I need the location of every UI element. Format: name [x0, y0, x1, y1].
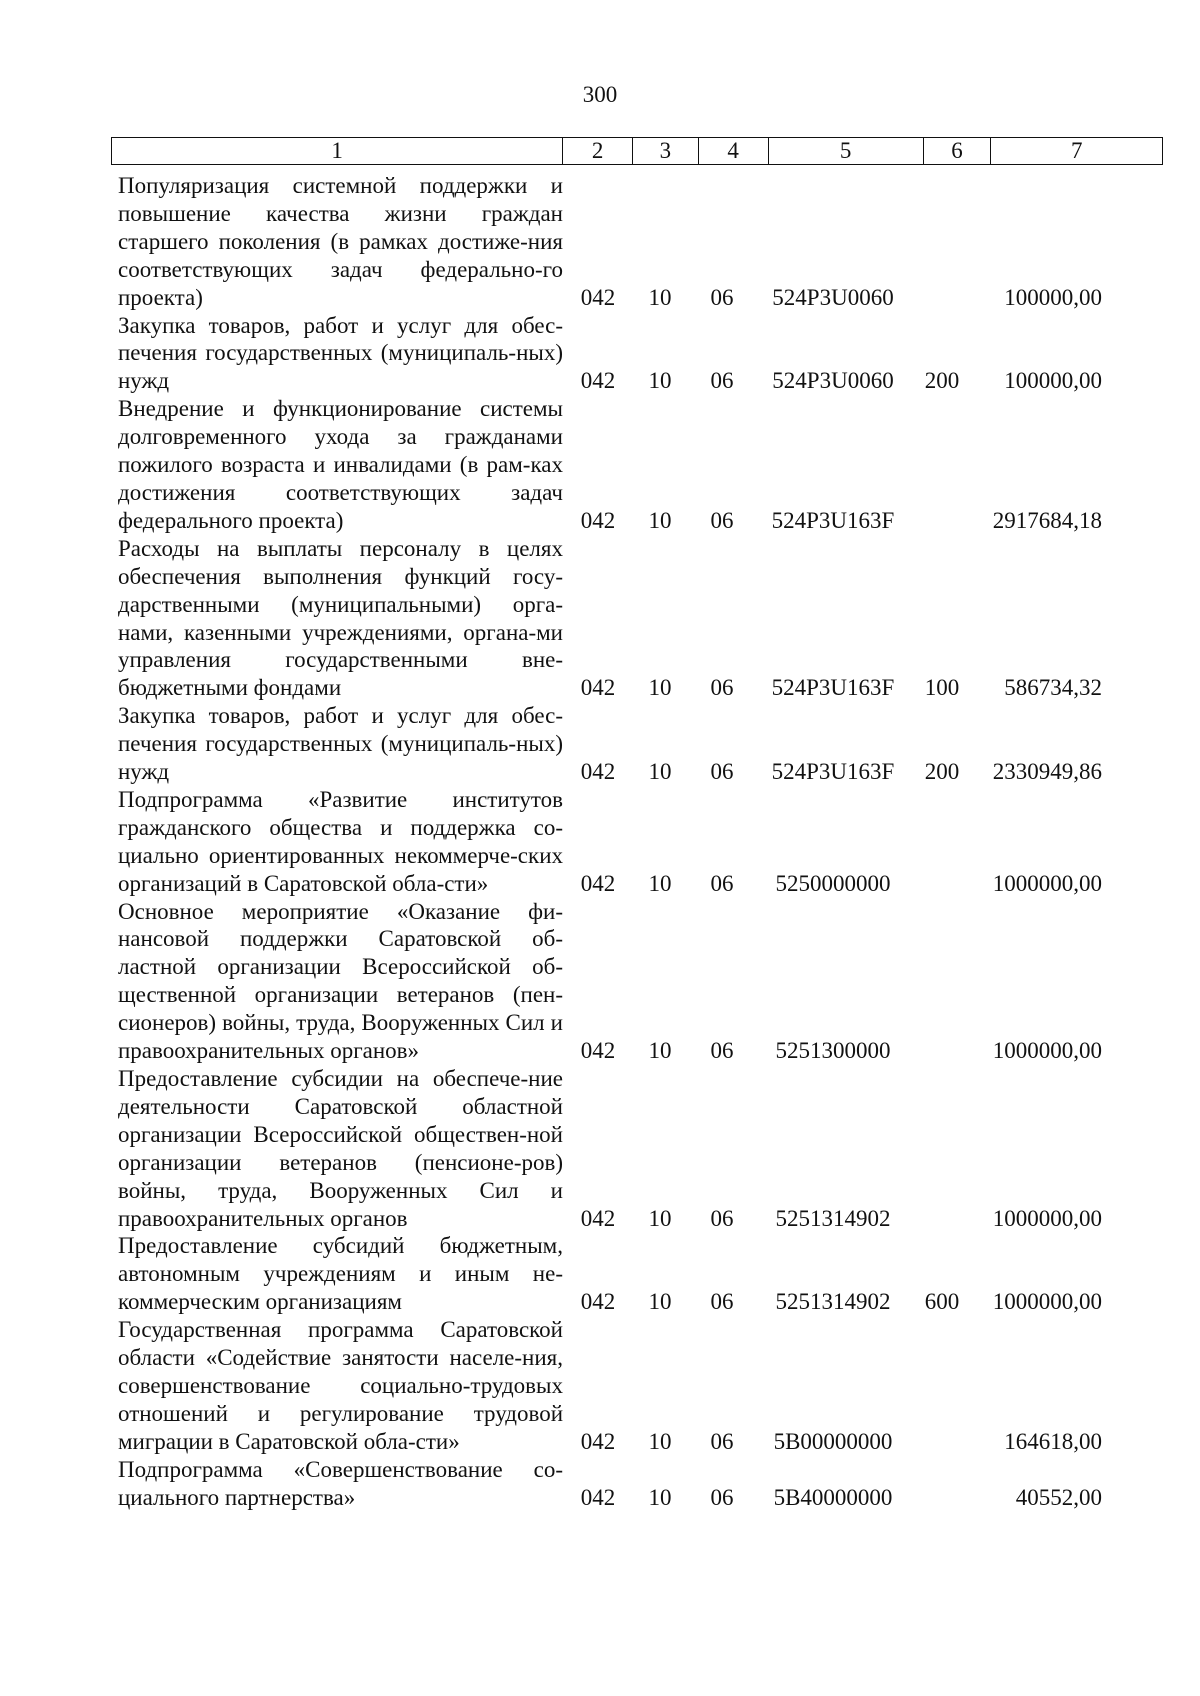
- row-target-article: 524P3U163F: [771, 675, 895, 701]
- column-header-row: [112, 138, 1163, 165]
- table-row: [118, 1065, 1168, 1232]
- row-name: Основное мероприятие «Оказание фи-нансовой поддержки Саратовской об-ластной организации Всероссийской об-щественной организации ветеранов (пен-сионеров) войны, труда, Вооруженных Сил и правоохранительных органов»: [118, 898, 563, 1064]
- row-target-article: 524P3U0060: [772, 368, 894, 394]
- row-name: Предоставление субсидии на обеспече-ние деятельности Саратовской областной организации Всероссийской обществен-ной организации ветеранов (пенсионе-ров) войны, труда, Вооруженных Сил и правоохранительных органов: [118, 1066, 563, 1231]
- row-name: Предоставление субсидий бюджетным, автономным учреждениям и иным не-коммерческим организациям: [118, 1233, 563, 1315]
- table-row: [118, 1232, 1168, 1316]
- row-amount: 164618,00: [1004, 1428, 1102, 1454]
- table-row: [118, 786, 1168, 898]
- row-subsection-code: 06: [710, 1038, 734, 1064]
- row-ministry-code: 042: [580, 284, 616, 310]
- row-name: Подпрограмма «Совершенствование со-циального партнерства»: [118, 1456, 563, 1510]
- row-section-code: 10: [648, 1484, 672, 1510]
- row-ministry-code: 042: [580, 1484, 616, 1510]
- table-row: [118, 172, 1168, 312]
- row-name: Закупка товаров, работ и услуг для обес-печения государственных (муниципаль-ных) нужд: [118, 312, 563, 394]
- row-ministry-code: 042: [580, 1038, 616, 1064]
- row-name: Расходы на выплаты персоналу в целях обеспечения выполнения функций госу-дарственными (муниципальными) орга-нами, казенными учреждениями, органа-ми управления государственными вне-бюджетными фондами: [118, 535, 563, 701]
- row-amount: 1000000,00: [992, 1038, 1102, 1064]
- row-section-code: 10: [648, 284, 672, 310]
- row-name: Закупка товаров, работ и услуг для обес-печения государственных (муниципаль-ных) нужд: [118, 703, 563, 785]
- column-header-3: 3: [633, 138, 699, 165]
- row-amount: 586734,32: [1004, 675, 1102, 701]
- row-expense-type: 200: [924, 759, 960, 785]
- row-section-code: 10: [648, 1428, 672, 1454]
- row-ministry-code: 042: [580, 1289, 616, 1315]
- row-section-code: 10: [648, 368, 672, 394]
- row-subsection-code: 06: [710, 1205, 734, 1231]
- column-header-5: 5: [768, 138, 923, 165]
- row-amount: 40552,00: [1015, 1484, 1102, 1510]
- row-name: Государственная программа Саратовской области «Содействие занятости населе-ния, совершенствование социально-трудовых отношений и регулирование трудовой миграции в Саратовской обла-сти»: [118, 1317, 563, 1454]
- row-amount: 100000,00: [1004, 368, 1102, 394]
- row-section-code: 10: [648, 1205, 672, 1231]
- row-ministry-code: 042: [580, 507, 616, 533]
- row-ministry-code: 042: [580, 1205, 616, 1231]
- column-header-2: 2: [563, 138, 633, 165]
- row-subsection-code: 06: [710, 870, 734, 896]
- row-name: Популяризация системной поддержки и повышение качества жизни граждан старшего поколения (в рамках достиже-ния соответствующих задач федерально-го проекта): [118, 173, 563, 310]
- column-header-6: 6: [923, 138, 991, 165]
- column-header-1: 1: [112, 138, 563, 165]
- row-target-article: 524P3U163F: [771, 507, 895, 533]
- row-name: Внедрение и функционирование системы долговременного ухода за гражданами пожилого возраста и инвалидами (в рам-ках достижения соответствующих задач федерального проекта): [118, 396, 563, 533]
- row-ministry-code: 042: [580, 759, 616, 785]
- table-row: [118, 898, 1168, 1065]
- row-subsection-code: 06: [710, 368, 734, 394]
- row-amount: 1000000,00: [992, 1205, 1102, 1231]
- row-expense-type: 100: [924, 675, 960, 701]
- row-section-code: 10: [648, 1038, 672, 1064]
- row-target-article: 524P3U0060: [772, 284, 894, 310]
- table-row: [118, 702, 1168, 786]
- row-section-code: 10: [648, 1289, 672, 1315]
- row-target-article: 5251300000: [775, 1038, 891, 1064]
- row-subsection-code: 06: [710, 675, 734, 701]
- row-subsection-code: 06: [710, 507, 734, 533]
- row-ministry-code: 042: [580, 1428, 616, 1454]
- row-target-article: 5B00000000: [773, 1428, 893, 1454]
- row-section-code: 10: [648, 870, 672, 896]
- row-expense-type: 200: [924, 368, 960, 394]
- column-header-table: [111, 137, 1163, 165]
- row-section-code: 10: [648, 675, 672, 701]
- row-amount: 100000,00: [1004, 284, 1102, 310]
- row-target-article: 524P3U163F: [771, 759, 895, 785]
- row-section-code: 10: [648, 759, 672, 785]
- row-ministry-code: 042: [580, 675, 616, 701]
- row-amount: 1000000,00: [992, 870, 1102, 896]
- table-row: [118, 395, 1168, 535]
- row-amount: 1000000,00: [992, 1289, 1102, 1315]
- table-row: [118, 535, 1168, 702]
- row-name: Подпрограмма «Развитие институтов гражданского общества и поддержка со-циально ориентированных некоммерче-ских организаций в Саратовской обла-сти»: [118, 786, 563, 896]
- row-subsection-code: 06: [710, 759, 734, 785]
- row-subsection-code: 06: [710, 1428, 734, 1454]
- row-amount: 2330949,86: [992, 759, 1102, 785]
- row-target-article: 5250000000: [775, 870, 891, 896]
- table-row: [118, 1316, 1168, 1456]
- row-target-article: 5B40000000: [773, 1484, 893, 1510]
- row-subsection-code: 06: [710, 284, 734, 310]
- row-ministry-code: 042: [580, 870, 616, 896]
- column-header-7: 7: [991, 138, 1163, 165]
- column-header-4: 4: [698, 138, 768, 165]
- row-subsection-code: 06: [710, 1484, 734, 1510]
- row-subsection-code: 06: [710, 1289, 734, 1315]
- row-amount: 2917684,18: [992, 507, 1102, 533]
- table-row: [118, 1456, 1168, 1512]
- budget-rows: [118, 172, 1168, 1512]
- page-number: 300: [582, 82, 618, 107]
- row-ministry-code: 042: [580, 368, 616, 394]
- row-target-article: 5251314902: [775, 1289, 891, 1315]
- row-target-article: 5251314902: [775, 1205, 891, 1231]
- row-expense-type: 600: [924, 1289, 960, 1315]
- table-row: [118, 312, 1168, 396]
- row-section-code: 10: [648, 507, 672, 533]
